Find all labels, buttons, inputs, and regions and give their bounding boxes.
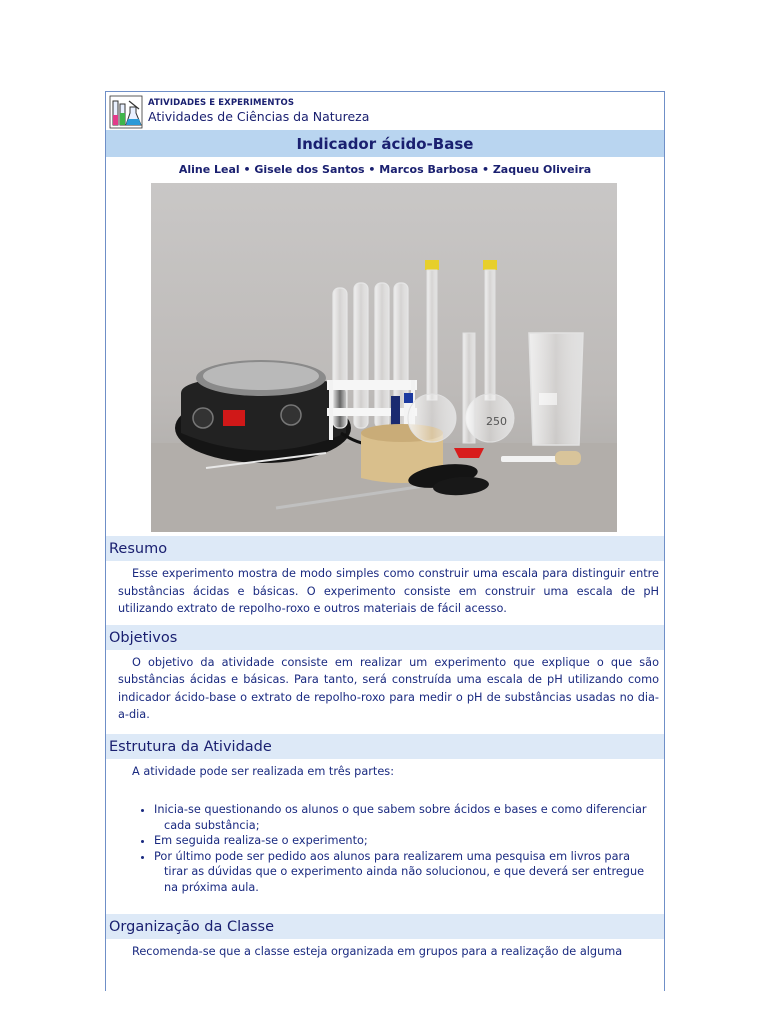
- list-item-continuation: cada substância;: [164, 818, 260, 832]
- list-item: [154, 833, 654, 849]
- lab-glassware-icon: [109, 95, 143, 129]
- lab-equipment-illustration: [151, 183, 617, 532]
- list-item: [154, 849, 654, 896]
- list-item-text: Por último pode ser pedido aos alunos para realizarem uma pesquisa em livros para: [154, 849, 631, 863]
- section-heading-estrutura: Estrutura da Atividade: [106, 734, 664, 759]
- list-item: [154, 802, 654, 833]
- list-item-continuation: tirar as dúvidas que o experimento ainda não solucionou, e que deverá ser entregue na próxima aula.: [164, 865, 645, 894]
- estrutura-list: [106, 802, 664, 896]
- flask-volume-label: 250: [486, 415, 507, 428]
- list-item-text: Em seguida realiza-se o experimento;: [154, 834, 368, 848]
- document-page: [105, 91, 665, 991]
- objetivos-paragraph: O objetivo da atividade consiste em realizar um experimento que explique o que são substâncias ácidas e básicas. Para tanto, será construída uma escala de pH utilizando como indicador ácido-base o extrato de repolho-roxo para medir o pH de substâncias usadas no dia-a-dia.: [118, 655, 659, 721]
- header-kicker: ATIVIDADES E EXPERIMENTOS: [148, 98, 295, 108]
- section-heading-resumo: Resumo: [106, 536, 664, 561]
- resumo-paragraph: Esse experimento mostra de modo simples como construir uma escala para distinguir entre substâncias ácidas e básicas. O experimento consiste em construir uma escala de pH utilizando extrato de repolho-roxo e outros materiais de fácil acesso.: [118, 567, 659, 615]
- estrutura-intro: A atividade pode ser realizada em três partes:: [132, 764, 394, 778]
- section-heading-organizacao: Organização da Classe: [106, 914, 664, 939]
- list-item-text: Inicia-se questionando os alunos o que sabem sobre ácidos e bases e como diferenciar: [154, 803, 647, 816]
- document-title: Indicador ácido-Base: [106, 130, 664, 157]
- document-header: [106, 92, 664, 130]
- organizacao-paragraph: Recomenda-se que a classe esteja organizada em grupos para a realização de alguma: [132, 944, 623, 958]
- lab-equipment-photo: [151, 183, 617, 532]
- section-heading-objetivos: Objetivos: [106, 625, 664, 650]
- author-list: Aline Leal • Gisele dos Santos • Marcos Barbosa • Zaqueu Oliveira: [178, 163, 592, 176]
- header-title: Atividades de Ciências da Natureza: [148, 109, 370, 124]
